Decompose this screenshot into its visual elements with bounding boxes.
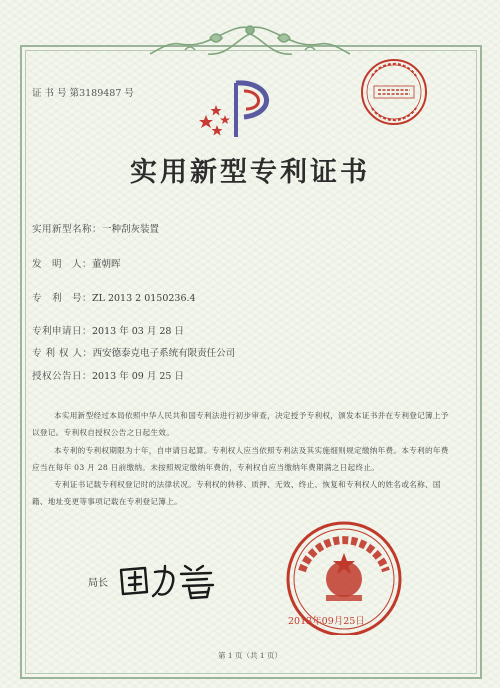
page-indicator: 第 1 页（共 1 页） (217, 651, 283, 660)
certificate-title: 实用新型专利证书 (130, 157, 370, 188)
agency-stamp-icon (358, 56, 430, 128)
patent-office-logo-icon (192, 75, 292, 141)
certificate-number (32, 85, 134, 99)
patentee-field (32, 345, 235, 359)
patent-number-value: ZL 2013 2 0150236.4 (92, 293, 196, 304)
patentee-value: 西安德泰克电子系统有限责任公司 (92, 348, 236, 359)
certificate-number-suffix: 号 (124, 88, 134, 99)
director-label: 局长 (88, 578, 108, 589)
certificate-body (32, 407, 452, 511)
body-paragraph: 本专利的专利权期限为十年，自申请日起算。专利权人应当依照专利法及其实施细则规定缴纳年费。本专利的年费应当在每年 03 月 28 日前缴纳。未按照规定缴纳年费的，专利权自应当缴纳年费期满之日起终止。 (32, 445, 449, 472)
patentee-label: 专 利 权 人： (32, 348, 93, 359)
utility-name-value: 一种刮灰装置 (102, 224, 160, 235)
grant-date-label: 授权公告日： (32, 371, 93, 382)
filing-date-field (32, 323, 184, 337)
body-paragraph: 专利证书记载专利权登记时的法律状况。专利权的转移、质押、无效、终止、恢复和专利权人的姓名或名称、国籍、地址变更等事项记载在专利登记簿上。 (32, 480, 441, 507)
issue-date: 2013年09月25日 (288, 616, 365, 627)
grant-date-value: 2013 年 09 月 25 日 (92, 371, 184, 382)
director-signature-icon (115, 558, 225, 600)
certificate-number-label: 证 书 号 第 (32, 88, 80, 99)
inventor-value: 董朝晖 (92, 259, 121, 270)
body-paragraph: 本实用新型经过本局依照中华人民共和国专利法进行初步审查，决定授予专利权，颁发本证书并在专利登记簿上予以登记。专利权自授权公告之日起生效。 (32, 411, 449, 438)
certificate-number-value: 3189487 (79, 88, 122, 99)
ornament-icon (150, 20, 350, 62)
grant-date-field (32, 368, 184, 382)
filing-date-value: 2013 年 03 月 28 日 (92, 326, 184, 337)
inventor-field (32, 256, 121, 270)
filing-date-label: 专利申请日： (32, 326, 93, 337)
utility-name-label: 实用新型名称： (32, 224, 103, 235)
patent-number-label: 专 利 号： (32, 293, 93, 304)
patent-number-field (32, 290, 196, 304)
utility-name-field (32, 221, 159, 235)
inventor-label: 发 明 人： (32, 259, 93, 270)
